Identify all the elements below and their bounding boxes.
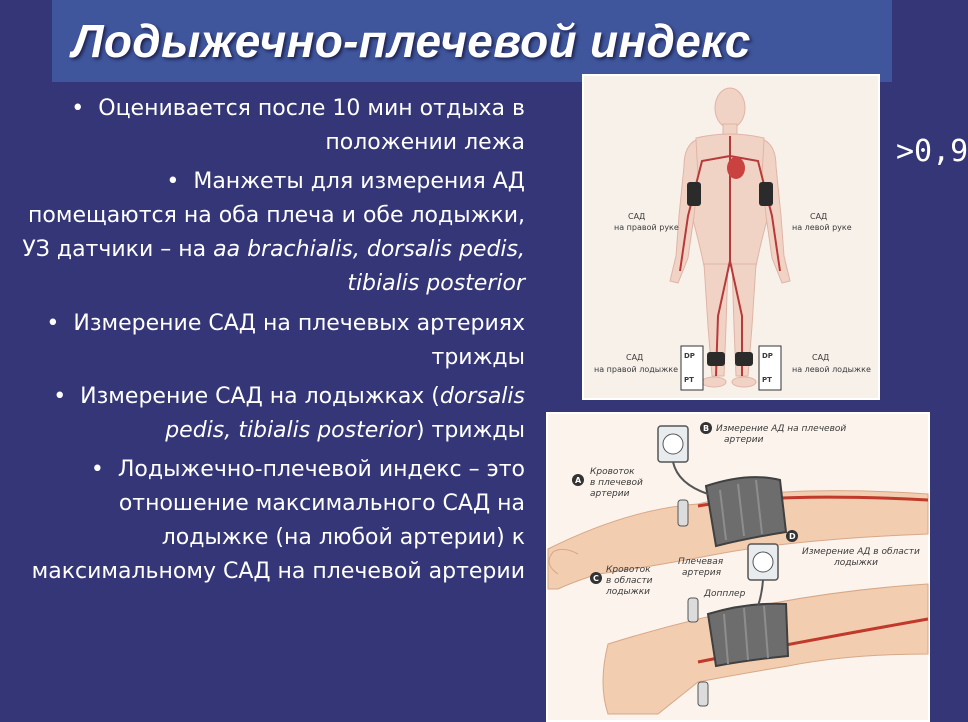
- measurement-diagram: [546, 412, 930, 722]
- bullet-list: [20, 92, 525, 594]
- side-value: >0,9: [896, 134, 968, 169]
- slide-title: Лодыжечно-плечевой индекс: [72, 15, 751, 67]
- label-c-line2: в области: [606, 576, 653, 586]
- label-a-line2: в плечевой: [590, 478, 643, 488]
- marker-a: A: [575, 476, 582, 485]
- bullet-ankle: [20, 380, 525, 448]
- label-left-arm: САД: [810, 212, 828, 221]
- label-left-ankle-sub: на левой лодыжке: [792, 365, 871, 374]
- label-right-arm-sub: на правой руке: [614, 223, 679, 232]
- bullet-rest-text: Оценивается после 10 мин отдыха в положении лежа: [98, 96, 525, 156]
- bullet-abi-text: Лодыжечно-плечевой индекс – это отношение максимального САД на лодыжке (на любой артерии) к максимальному САД на плечевой артерии: [31, 456, 525, 585]
- bullet-abi-definition: [20, 453, 525, 589]
- label-right-ankle: САД: [626, 353, 644, 362]
- label-a-line3: артерии: [590, 489, 630, 499]
- body-diagram: [582, 74, 880, 400]
- bullet-ankle-arteries: dorsalis pedis, tibialis posterior: [165, 383, 525, 443]
- dp-label-right: DP: [684, 352, 695, 360]
- label-right-ankle-sub: на правой лодыжке: [594, 365, 679, 374]
- label-a-line1: Кровоток: [590, 467, 635, 477]
- bullet-cuffs-arteries: aa brachialis, dorsalis pedis, tibialis posterior: [213, 237, 525, 297]
- bullet-rest: [20, 92, 525, 160]
- label-doppler: Допплер: [704, 589, 746, 599]
- bullet-cuffs-text: Манжеты для измерения АД помещаются на оба плеча и обе лодыжки, УЗ датчики – на: [22, 169, 525, 263]
- label-b-line1: Измерение АД на плечевой: [716, 424, 847, 434]
- bullet-brachial-text: Измерение САД на плечевых артериях трижды: [73, 310, 525, 370]
- label-left-ankle: САД: [812, 353, 830, 362]
- measurement-illustration: [548, 414, 928, 720]
- label-c-line3: лодыжки: [606, 587, 650, 597]
- label-artery-line2: артерия: [682, 568, 721, 578]
- bullet-ankle-pre: Измерение САД на лодыжках (: [80, 383, 440, 409]
- label-d-line1: Измерение АД в области: [802, 547, 920, 557]
- heart-icon: [727, 157, 745, 179]
- ankle-cuff: [708, 604, 788, 666]
- body-illustration: [584, 76, 878, 398]
- label-b-line2: артерии: [724, 435, 764, 445]
- pt-label-right: PT: [684, 376, 694, 384]
- marker-c: C: [593, 574, 599, 583]
- pt-label-left: PT: [762, 376, 772, 384]
- bullet-cuffs: [20, 165, 525, 301]
- label-right-arm: САД: [628, 212, 646, 221]
- label-artery-line1: Плечевая: [678, 557, 724, 567]
- label-d-line2: лодыжки: [834, 558, 878, 568]
- bullet-brachial: [20, 307, 525, 375]
- bullet-ankle-post: ) трижды: [415, 417, 525, 443]
- marker-b: B: [703, 424, 710, 433]
- dp-label-left: DP: [762, 352, 773, 360]
- label-c-line1: Кровоток: [606, 565, 651, 575]
- marker-d: D: [789, 532, 796, 541]
- label-left-arm-sub: на левой руке: [792, 223, 852, 232]
